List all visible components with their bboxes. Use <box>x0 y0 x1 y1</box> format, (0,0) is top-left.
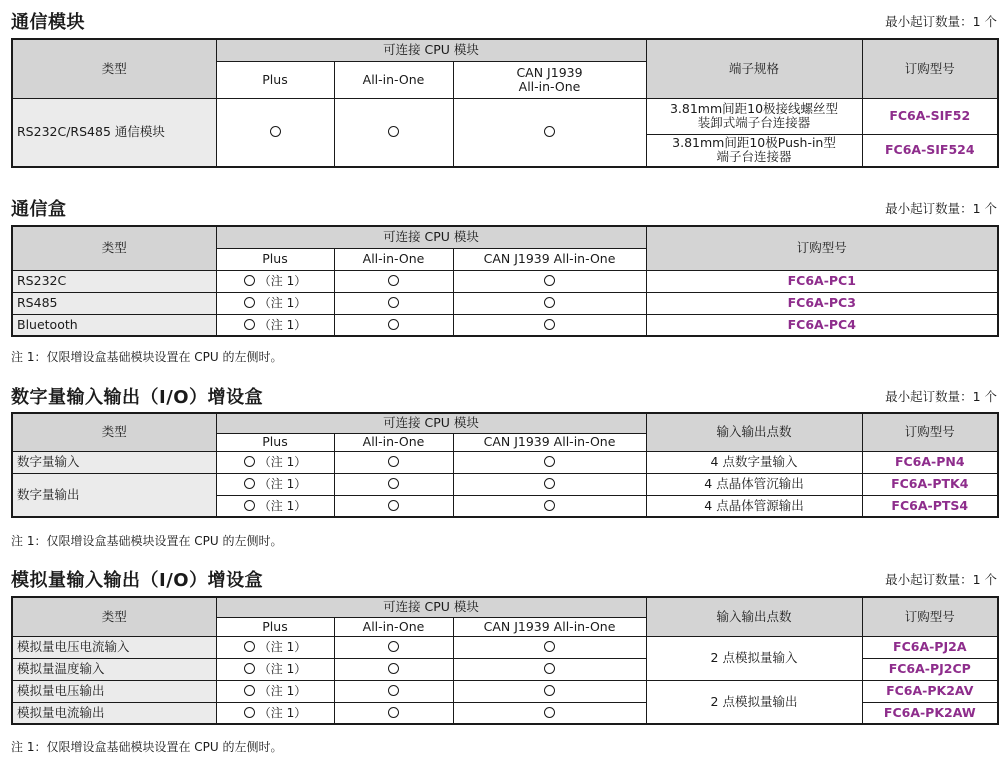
allinone-support-cell <box>334 702 453 724</box>
plus-support-cell <box>216 292 334 314</box>
circle-mark-icon <box>544 126 555 137</box>
circle-mark-icon <box>544 297 555 308</box>
io-points-cell: 4 点晶体管源输出 <box>646 495 862 517</box>
footnote: 注 1：仅限增设盒基础模块设置在 CPU 的左侧时。 <box>11 350 283 364</box>
table-row <box>12 292 998 314</box>
footnote: 注 1：仅限增设盒基础模块设置在 CPU 的左侧时。 <box>11 534 283 548</box>
comm-module-table <box>11 38 999 168</box>
min-order-quantity: 最小起订数量：1 个 <box>885 572 997 587</box>
allinone-support-cell <box>334 270 453 292</box>
note-ref: （注 1） <box>258 640 307 654</box>
circle-mark-icon <box>244 275 255 286</box>
table-row <box>12 314 998 336</box>
row-type-label: RS232C <box>12 270 216 292</box>
section-comm-module <box>11 8 997 165</box>
can-support-cell <box>453 292 646 314</box>
note-ref: （注 1） <box>258 662 307 676</box>
plus-support-cell <box>216 314 334 336</box>
circle-mark-icon <box>544 707 555 718</box>
header-order: 订购型号 <box>862 597 998 636</box>
order-code: FC6A-PTK4 <box>862 473 998 495</box>
header-allinone: All-in-One <box>334 433 453 451</box>
circle-mark-icon <box>388 275 399 286</box>
terminal-spec-line2: 端子台连接器 <box>716 149 792 165</box>
digital-io-table <box>11 412 999 518</box>
row-type-label: 数字量输入 <box>12 451 216 473</box>
table-row <box>12 680 998 702</box>
header-order: 订购型号 <box>862 413 998 451</box>
io-points-cell: 4 点晶体管沉输出 <box>646 473 862 495</box>
table-row <box>12 451 998 473</box>
section-title: 模拟量输入输出（I/O）增设盒 <box>11 570 264 591</box>
circle-mark-icon <box>244 478 255 489</box>
section-header <box>11 566 997 592</box>
allinone-support-cell <box>334 658 453 680</box>
section-header <box>11 383 997 409</box>
header-cpu-group: 可连接 CPU 模块 <box>216 226 646 248</box>
section-title: 数字量输入输出（I/O）增设盒 <box>11 387 264 408</box>
section-comm-box <box>11 195 997 332</box>
row-type-label: RS232C/RS485 通信模块 <box>12 98 216 167</box>
table-row <box>12 270 998 292</box>
plus-support-cell <box>216 270 334 292</box>
order-code: FC6A-PC1 <box>646 270 998 292</box>
header-plus: Plus <box>216 433 334 451</box>
circle-mark-icon <box>270 126 281 137</box>
header-type: 类型 <box>12 597 216 636</box>
allinone-support-cell <box>334 98 453 167</box>
note-ref: （注 1） <box>258 296 307 310</box>
header-order: 订购型号 <box>862 39 998 98</box>
note-ref: （注 1） <box>258 477 307 491</box>
section-header <box>11 8 997 34</box>
section-digital-io <box>11 383 997 513</box>
order-code: FC6A-PJ2A <box>862 636 998 658</box>
header-terminal: 端子规格 <box>646 39 862 98</box>
note-ref: （注 1） <box>258 684 307 698</box>
allinone-support-cell <box>334 473 453 495</box>
circle-mark-icon <box>244 297 255 308</box>
order-code: FC6A-PTS4 <box>862 495 998 517</box>
table-row <box>12 636 998 658</box>
plus-support-cell <box>216 658 334 680</box>
plus-support-cell <box>216 451 334 473</box>
circle-mark-icon <box>544 456 555 467</box>
plus-support-cell <box>216 702 334 724</box>
header-cpu-group: 可连接 CPU 模块 <box>216 413 646 433</box>
header-order: 订购型号 <box>646 226 998 270</box>
terminal-spec-line1: 3.81mm间距10极Push-in型 <box>672 135 836 151</box>
terminal-spec-line1: 3.81mm间距10极接线螺丝型 <box>669 101 839 116</box>
can-support-cell <box>453 636 646 658</box>
circle-mark-icon <box>544 685 555 696</box>
order-code: FC6A-PN4 <box>862 451 998 473</box>
section-title: 通信模块 <box>11 12 85 33</box>
can-support-cell <box>453 658 646 680</box>
circle-mark-icon <box>544 663 555 674</box>
min-order-quantity: 最小起订数量：1 个 <box>885 14 997 29</box>
can-support-cell <box>453 473 646 495</box>
allinone-support-cell <box>334 636 453 658</box>
circle-mark-icon <box>388 478 399 489</box>
plus-support-cell <box>216 495 334 517</box>
row-type-label: 模拟量电压输出 <box>12 680 216 702</box>
header-can: CAN J1939 All-in-One <box>453 433 646 451</box>
header-can: CAN J1939 All-in-One <box>453 248 646 270</box>
allinone-support-cell <box>334 680 453 702</box>
header-allinone: All-in-One <box>334 248 453 270</box>
can-support-cell <box>453 451 646 473</box>
circle-mark-icon <box>388 126 399 137</box>
circle-mark-icon <box>244 641 255 652</box>
row-type-label: 模拟量电流输出 <box>12 702 216 724</box>
row-type-label: RS485 <box>12 292 216 314</box>
allinone-support-cell <box>334 314 453 336</box>
circle-mark-icon <box>544 641 555 652</box>
header-type: 类型 <box>12 39 216 98</box>
row-type-label: 模拟量电压电流输入 <box>12 636 216 658</box>
circle-mark-icon <box>388 641 399 652</box>
can-support-cell <box>453 314 646 336</box>
can-support-cell <box>453 98 646 167</box>
note-ref: （注 1） <box>258 455 307 469</box>
analog-io-table <box>11 596 999 725</box>
plus-support-cell <box>216 636 334 658</box>
header-plus: Plus <box>216 617 334 636</box>
min-order-quantity: 最小起订数量：1 个 <box>885 389 997 404</box>
circle-mark-icon <box>388 685 399 696</box>
can-support-cell <box>453 702 646 724</box>
note-ref: （注 1） <box>258 498 307 513</box>
can-support-cell <box>453 270 646 292</box>
order-code: FC6A-PC4 <box>646 314 998 336</box>
order-code: FC6A-PK2AV <box>862 680 998 702</box>
header-points: 输入输出点数 <box>646 413 862 451</box>
circle-mark-icon <box>544 478 555 489</box>
header-allinone: All-in-One <box>334 617 453 636</box>
can-support-cell <box>453 680 646 702</box>
order-code: FC6A-SIF524 <box>862 134 998 167</box>
can-support-cell <box>453 495 646 517</box>
comm-box-table <box>11 225 999 337</box>
circle-mark-icon <box>244 685 255 696</box>
header-plus: Plus <box>216 248 334 270</box>
note-ref: （注 1） <box>258 274 307 288</box>
circle-mark-icon <box>388 297 399 308</box>
terminal-spec-cell <box>646 98 862 134</box>
header-plus: Plus <box>216 61 334 98</box>
header-allinone: All-in-One <box>334 61 453 98</box>
note-ref: （注 1） <box>258 317 307 332</box>
allinone-support-cell <box>334 292 453 314</box>
table-row <box>12 473 998 495</box>
row-type-label: 数字量输出 <box>12 473 216 517</box>
header-type: 类型 <box>12 413 216 451</box>
order-code: FC6A-PJ2CP <box>862 658 998 680</box>
circle-mark-icon <box>388 663 399 674</box>
plus-support-cell <box>216 680 334 702</box>
row-type-label: 模拟量温度输入 <box>12 658 216 680</box>
circle-mark-icon <box>244 663 255 674</box>
circle-mark-icon <box>544 319 555 330</box>
io-points-cell: 2 点模拟量输入 <box>646 636 862 680</box>
header-can-line1: CAN J1939 <box>516 64 583 80</box>
allinone-support-cell <box>334 451 453 473</box>
header-type: 类型 <box>12 226 216 270</box>
terminal-spec-cell <box>646 134 862 167</box>
circle-mark-icon <box>388 707 399 718</box>
section-analog-io <box>11 566 997 720</box>
circle-mark-icon <box>244 456 255 467</box>
circle-mark-icon <box>544 500 555 511</box>
row-type-label: Bluetooth <box>12 314 216 336</box>
circle-mark-icon <box>244 319 255 330</box>
circle-mark-icon <box>388 500 399 511</box>
section-header <box>11 195 997 221</box>
io-points-cell: 2 点模拟量输出 <box>646 680 862 724</box>
circle-mark-icon <box>544 275 555 286</box>
circle-mark-icon <box>388 456 399 467</box>
note-ref: （注 1） <box>258 705 307 720</box>
terminal-spec-line2: 装卸式端子台连接器 <box>697 115 811 130</box>
min-order-quantity: 最小起订数量：1 个 <box>885 201 997 216</box>
allinone-support-cell <box>334 495 453 517</box>
plus-support-cell <box>216 473 334 495</box>
header-cpu-group: 可连接 CPU 模块 <box>216 597 646 617</box>
circle-mark-icon <box>244 500 255 511</box>
order-code: FC6A-PC3 <box>646 292 998 314</box>
footnote: 注 1：仅限增设盒基础模块设置在 CPU 的左侧时。 <box>11 740 283 754</box>
header-can: CAN J1939 All-in-One <box>453 617 646 636</box>
order-code: FC6A-PK2AW <box>862 702 998 724</box>
circle-mark-icon <box>244 707 255 718</box>
order-code: FC6A-SIF52 <box>862 98 998 134</box>
header-can <box>453 61 646 98</box>
io-points-cell: 4 点数字量输入 <box>646 451 862 473</box>
header-can-line2: All-in-One <box>518 78 581 94</box>
circle-mark-icon <box>388 319 399 330</box>
plus-support-cell <box>216 98 334 167</box>
header-points: 输入输出点数 <box>646 597 862 636</box>
header-cpu-group: 可连接 CPU 模块 <box>216 39 646 61</box>
section-title: 通信盒 <box>11 199 67 220</box>
